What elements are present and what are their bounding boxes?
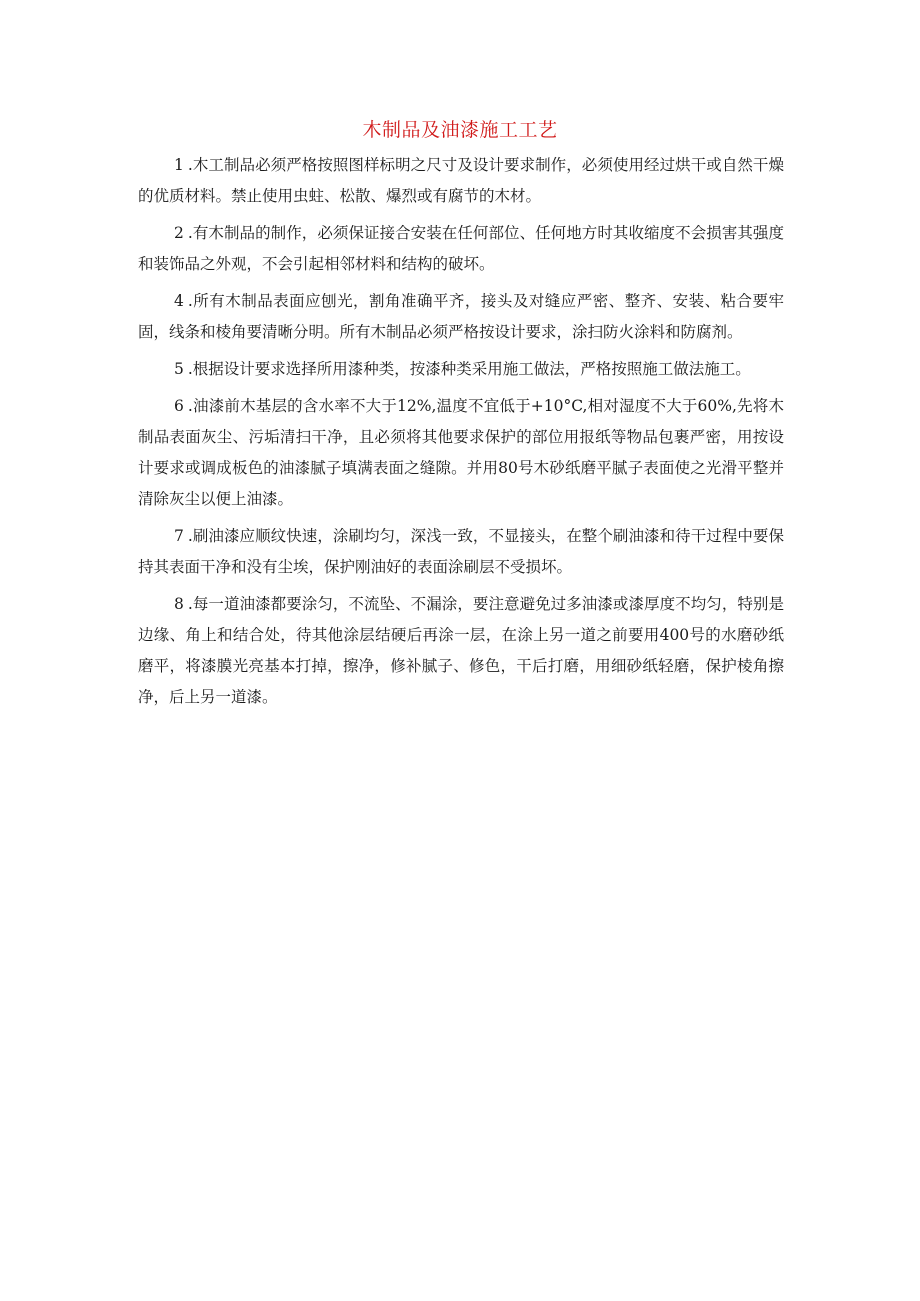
paragraph-number: 4 [174,292,184,310]
paragraph-text: .根据设计要求选择所用漆种类，按漆种类采用施工做法，严格按照施工做法施工。 [187,360,751,378]
paragraph-number: 5 [174,360,184,378]
paragraph-text: .木工制品必须严格按照图样标明之尺寸及设计要求制作，必须使用经过烘干或自然干燥的优质材料。禁止使用虫蛀、松散、爆烈或有腐节的木材。 [138,156,784,205]
document-title: 木制品及油漆施工工艺 [362,119,558,141]
paragraph-text: .刷油漆应顺纹快速，涂刷均匀，深浅一致，不显接头，在整个刷油漆和待干过程中要保持其表面干净和没有尘埃，保护刚油好的表面涂刷层不受损坏。 [138,527,784,576]
paragraph-number: 1 [174,156,184,174]
paragraph-number: 6 [174,397,184,415]
paragraph-text: .每一道油漆都要涂匀，不流坠、不漏涂，要注意避免过多油漆或漆厚度不均匀，特别是边缘、角上和结合处，待其他涂层结硬后再涂一层，在涂上另一道之前要用400号的水磨砂纸磨平，将漆膜光亮基本打掉，擦净，修补腻子、修色，干后打磨，用细砂纸轻磨，保护棱角擦净，后上另一道漆。 [138,595,784,706]
paragraph-6 [138,391,784,515]
document-body [138,150,784,719]
paragraph-number: 7 [174,527,184,545]
paragraph-text: .所有木制品表面应刨光，割角准确平齐，接头及对缝应严密、整齐、安装、粘合要牢固，线条和棱角要清晰分明。所有木制品必须严格按设计要求，涂扫防火涂料和防腐剂。 [138,292,784,341]
paragraph-5 [138,354,784,385]
paragraph-number: 8 [174,595,184,613]
paragraph-number: 2 [174,224,184,242]
paragraph-text: .油漆前木基层的含水率不大于12%,温度不宜低于+10°C,相对湿度不大于60%,先将木制品表面灰尘、污垢清扫干净，且必须将其他要求保护的部位用报纸等物品包裹严密，用按设计要求或调成板色的油漆腻子填满表面之缝隙。并用80号木砂纸磨平腻子表面使之光滑平整并清除灰尘以便上油漆。 [138,397,784,508]
paragraph-4 [138,286,784,348]
paragraph-7 [138,521,784,583]
paragraph-1 [138,150,784,212]
paragraph-8 [138,589,784,713]
paragraph-text: .有木制品的制作，必须保证接合安装在任何部位、任何地方时其收缩度不会损害其强度和装饰品之外观，不会引起相邻材料和结构的破坏。 [138,224,784,273]
paragraph-2 [138,218,784,280]
